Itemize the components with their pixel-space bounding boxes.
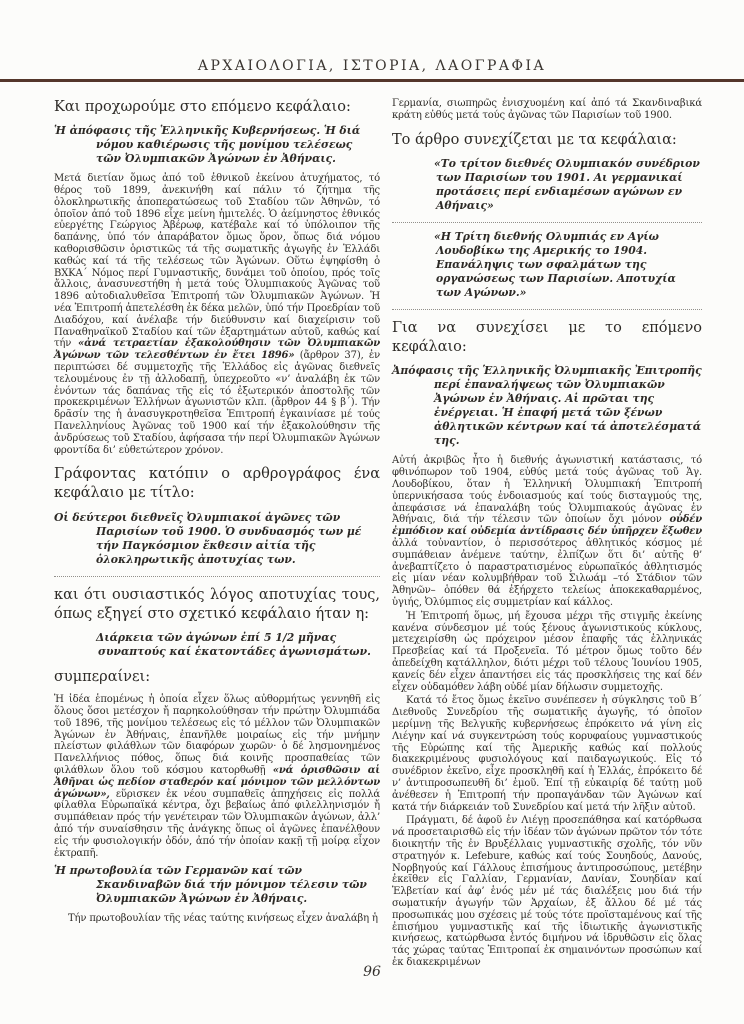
text-run: ἀλλά τοὐναντίον, ὁ περισσότερος ἀθλητικός κόσμος μέ συμπάθειαν ἀνέμενε ταύτην, ἐλπίζων ὅτι δι’ αὐτῆς θ’ ἀνεβαπτίζετο ὁ παραστρατισμένος εὐρωπαϊκός ἀθλητισμός εἰς μίαν νέαν κολυμβήθραν τοῦ Σιλωάμ –τό Στάδιον τῶν Ἀθηνῶν– ὁπόθεν θά ἐξήρχετο τελείως ἀποκεκαθαρμένος, ὑγιής, Ὀλύμπιος εἰς συμμετρίαν καί κάλλος. — [392, 538, 702, 608]
dotted-separator — [54, 574, 380, 577]
text-run: Πράγματι, δέ ἀφοῦ ἐν Λιέγῃ προσεπάθησα καί κατόρθωσα νά προσεταιρισθῶ εἰς τήν ἰδέαν τῶν ἀγώνων πρῶτον τόν τότε διοικητήν τῆς ἐν Βρυξέλλαις γυμναστικῆς σχολῆς, τόν νῦν στρατηγόν κ. Lefebure, καθώς καί τούς Σουηδούς, Δανούς, Νορβηγούς καί Γάλλους ἐπισήμους ἀντιπροσώπους, μετέβην ἐκεῖθεν εἰς Γαλλίαν, Γερμανίαν, Δανίαν, Σουηδίαν καί Ἑλβετίαν καί ἀφ’ ἑνός μέν μέ τάς διαλέξεις μου διά τήν σωματικήν ἀγωγήν τῶν Ἀρχαίων, ἐξ ἄλλου δέ μέ τάς προσωπικάς μου σχέσεις μέ τούς τότε προϊσταμένους καί τῆς ἐπισήμου γυμναστικῆς καί τῆς ἰδιωτικῆς ἀγωνιστικῆς κινήσεως, κατώρθωσα ἐντός διμήνου νά ἱδρυθῶσιν εἰς ὅλας τάς χώρας ταύτας Ἐπιτροπαί ἐκ σημαινόντων προσώπων καί ἐκ διακεκριμένων — [392, 815, 702, 968]
paragraph — [392, 611, 702, 694]
section-heading: συμπεραίνει: — [54, 669, 151, 686]
section-heading: και ότι ουσιαστικός λόγος αποτυχίας τους, όπως εξηγεί στο σχετικό κεφάλαιο ήταν η: — [54, 586, 380, 622]
text-run: Ἡ ἰδέα ἑπομένως ἡ ὁποία εἶχεν ὅλως αὐθορμήτως γεννηθῆ εἰς ὅλους ὅσοι μετέσχον ἤ παρηκολούθησαν τήν πρώτην Ὀλυμπιάδα τοῦ 1896, τῆς μονίμου τελέσεως εἰς τό μέλλον τῶν Ὀλυμπιακῶν Ἀγώνων ἐν Ἀθήναις, ἐπανῆλθε μοιραίως εἰς τήν μνήμην πλείστων φιλάθλων τῶν διαφόρων χωρῶν· ὁ δέ λησμονημένος Πανελλήνιος πόθος, ὅπως διά κοινῆς προσπαθείας τῶν φιλάθλων ὅλου τοῦ κόσμου κατορθωθῇ — [54, 694, 380, 776]
text-run: Μετά διετίαν ὅμως ἀπό τοῦ ἐθνικοῦ ἐκείνου ἀτυχήματος, τό θέρος τοῦ 1899, ἀνεκινήθη καί πάλιν τό ζήτημα τῆς ὁλοκληρωτικῆς ἀποπερατώσεως τοῦ Σταδίου τῶν Ἀθηνῶν, τό ὁποῖον ἀπό τοῦ 1896 εἶχε μείνη ἡμιτελές. Ὁ ἀείμνηστος ἐθνικός εὐεργέτης Γεώργιος Ἀβέρωφ, κατέβαλε καί τό ὑπόλοιπον τῆς δαπάνης, ὑπό τόν ἀπαράβατον ὅμως ὅρον, ὅπως διά νόμου καθορισθῶσιν ὁριστικῶς τά τῆς σωματικῆς ἀγωγῆς ἐν Ἑλλάδι καθώς καί τά τῆς τελέσεως τῶν Ἀγώνων. Οὕτω ἐψηφίσθη ὁ ΒΧΚΑ΄ Νόμος περί Γυμναστικῆς, δυνάμει τοῦ ὁποίου, πρός τοῖς ἄλλοις, ἀνασυνεστήθη ἡ μετά τούς Ὀλυμπιακούς Ἀγῶνας τοῦ 1896 αὐτοδιαλυθεῖσα Ἐπιτροπή τῶν Ὀλυμπιακῶν Ἀγώνων. Ἡ νέα Ἐπιτροπή ἀπετελέσθη ἐκ δέκα μελῶν, ὑπό τήν Προεδρίαν τοῦ Διαδόχου, καί ἀνέλαβε τήν διεύθυνσιν καί διαχείρισιν τοῦ Παναθηναϊκοῦ Σταδίου καί τῶν ἐξαρτημάτων αὐτοῦ, καθώς καί τήν — [54, 173, 380, 350]
chapter-title: Ἡ ἀπόφασις τῆς Ἑλληνικῆς Κυβερνήσεως. Ἡ διά νόμου καθιέρωσις τῆς μονίμου τελέσεως τῶν Ὀλυμπιακῶν Ἀγώνων ἐν Ἀθήναις. — [54, 124, 361, 166]
page-number: 96 — [363, 964, 381, 980]
section-heading: Και προχωρούμε στο επόμενο κεφάλαιο: — [54, 99, 351, 115]
chapter-title: Ἀπόφασις τῆς Ἑλληνικῆς Ὀλυμπιακῆς Ἐπιτροπῆς περί ἐπαναλήψεως τῶν Ὀλυμπιακῶν Ἀγώνων ἐν Ἀθήναις. Αἱ πρῶται της ἐνέργειαι. Ἡ ἐπαφή μετά τῶν ξένων ἀθλητικῶν κέντρων καί τά ἀποτελέσματά της. — [392, 364, 702, 448]
page-header-title: ΑΡΧΑΙΟΛΟΓΙΑ, ΙΣΤΟΡΙΑ, ΛΑΟΓΡΑΦΙΑ — [197, 58, 547, 74]
section-heading: Το άρθρο συνεχίζεται με τα κεφάλαια: — [392, 131, 677, 148]
right-column — [392, 98, 702, 971]
chapter-title: Οἱ δεύτεροι διεθνεῖς Ὀλυμπιακοί ἀγῶνες τῶν Παρισίων τοῦ 1900. Ὁ συνδυασμός των μέ τήν Παγκόσμιον ἔκθεσιν αἰτία τῆς ὁλοκληρωτικῆς ἀποτυχίας των. — [54, 510, 362, 566]
left-column — [54, 98, 380, 971]
paragraph — [392, 455, 702, 608]
paragraph — [54, 913, 380, 925]
paragraph — [392, 815, 702, 968]
paragraph — [54, 173, 380, 456]
paragraph — [392, 98, 702, 122]
section-heading: Για να συνεχίσει με το επόμενο κεφάλαιο: — [392, 320, 702, 356]
text-run: Κατά τό ἔτος ὅμως ἐκεῖνο συνέπεσεν ἡ σύγκλησις τοῦ Β΄ Διεθνοῦς Συνεδρίου τῆς σωματικῆς ἀγωγῆς, τό ὁποῖον μερίμνῃ τῆς Βελγικῆς κυβερνήσεως ἐπρόκειτο νά γίνη εἰς Λιέγην καί νά συγκεντρώση τούς κορυφαίους γυμναστικούς τῆς Εὐρώπης καί τῆς Ἀμερικῆς καθώς καί πολλούς διακεκριμένους φυσιολόγους καί παιδαγωγικούς. Εἰς τό συνέδριον ἐκεῖνο, εἶχε προσκληθῆ καί ἡ Ἑλλάς, ἐπρόκειτο δέ ν’ ἀντιπροσωπευθῆ δι’ ἐμοῦ. Ἐπί τῇ εὐκαιρίᾳ δέ ταύτῃ μοῦ ἀνέθεσεν ἡ Ἐπιτροπή τήν προπαγάνδαν τῶν Ἀγώνων καί κατά τήν διάρκειάν τοῦ Συνεδρίου καί μετά τήν λῆξιν αὐτοῦ. — [392, 695, 702, 813]
section-heading: Γράφοντας κατόπιν ο αρθρογράφος ένα κεφάλαιο με τίτλο: — [54, 466, 380, 502]
chapter-title: «Το τρίτον διεθνές Ολυμπιακόν συνέδριον των Παρισίων του 1901. Αι γερμανικαί προτάσεις περί ενδιαμέσων αγώνων εν Αθήναις» — [434, 156, 700, 212]
text-run: (ἄρθρον 37), ἐν περιπτώσει δέ συμμετοχῆς τῆς Ἑλλάδος εἰς ἀγῶνας διεθνεῖς τελουμένους ἐν τῇ ἀλλοδαπῇ, ὑπεχρεοῦτο «ν’ ἀναλάβη ἐκ τῶν ἐνόντων τάς δαπάνας τῆς εἰς τό ἐξωτερικόν ἀποστολῆς τῶν προκεκριμένων Ἑλλήνων ἀγωνιστῶν κλπ. (ἄρθρον 44 § β΄). Τήν δρᾶσίν της ἡ ἀνασυγκροτηθεῖσα Ἐπιτροπή ἐγκαινίασε μέ τούς Πανελληνίους Ἀγῶνας τοῦ 1900 καί τήν ἐξακολούθησιν τῆς ἀνδρύσεως τοῦ Σταδίου, ἀφήσασα τήν περί Ὀλυμπιακῶν Ἀγώνων φροντίδα δι’ εὐθετώτερον χρόνον. — [54, 350, 380, 456]
text-run: Αὐτή ἀκριβῶς ἦτο ἡ διεθνής ἀγωνιστική κατάστασις, τό φθινόπωρον τοῦ 1904, εὐθύς μετά τούς ἀγῶνας τοῦ Ἁγ. Λουδοβίκου, ὅταν ἡ Ἑλληνική Ὀλυμπιακή Ἐπιτροπή ὑπερνικήσασα τούς ἐνδοιασμούς καί τούς δισταγμούς της, ἀπεφάσισε νά ἐπαναλάβη τούς Ὀλυμπιακούς ἀγῶνας ἐν Ἀθήναις, διά τήν τέλεσιν τῶν ὁποίων ὄχι μόνον — [392, 455, 702, 526]
two-column-text — [0, 82, 744, 971]
emphasis-text: «νά ὁρισθῶσιν αἱ Ἀθῆναι ὡς πεδίον σταθερόν καί μόνιμον τῶν μελλόντων ἀγώνων», — [54, 764, 380, 800]
chapter-title: Ἡ πρωτοβουλία τῶν Γερμανῶν καί τῶν Σκανδιναβῶν διά τήν μόνιμον τέλεσιν τῶν Ὀλυμπιακῶν Ἀγώνων ἐν Ἀθήναις. — [54, 864, 367, 906]
emphasis-text: οὐδέν ἐμπόδιον καί οὐδεμία ἀντίδρασις δέν ὑπῆρχεν ἔξωθεν — [392, 514, 702, 538]
paragraph — [54, 694, 380, 859]
emphasis-text: «ἀνά τετραετίαν ἐξακολούθησιν τῶν Ὀλυμπιακῶν Ἀγώνων τῶν τελεσθέντων ἐν ἔτει 1896» — [54, 338, 380, 362]
chapter-title: «Η Τρίτη διεθνής Ολυμπιάς εν Αγίω Λουδοβίκω της Αμερικής το 1904. Επανάληψις των σφαλμάτων της οργανώσεως των Παρισίων. Αποτυχία των Αγώνων.» — [434, 229, 676, 299]
dotted-separator — [392, 307, 702, 310]
text-run: Γερμανία, σιωπηρῶς ἐνισχυομένη καί ἀπό τά Σκανδιναβικά κράτη εὐθύς μετά τούς ἀγῶνας τῶν Παρισίων τοῦ 1900. — [392, 98, 702, 121]
page-header — [0, 0, 744, 82]
page-footer — [0, 961, 744, 980]
text-run: Ἡ Ἐπιτροπή ὅμως, μή ἔχουσα μέχρι τῆς στιγμῆς ἐκείνης κανένα σύνδεσμον μέ τούς ξένους ἀγωνιστικούς κύκλους, μετεχειρίσθη ὡς πρόχειρον μέσον ἐπαφῆς τάς ἑλληνικάς Πρεσβείας καί τά Προξενεῖα. Τό μέτρον ὅμως τοῦτο δέν ἀπεδείχθη κατάλληλον, διότι μέχρι τοῦ τέλους Ἰουνίου 1905, κανείς δέν εἶχεν ἀπαντήσει εἰς τάς προσκλήσεις της καί δέν εἶχεν οὐδαμόθεν λάβη οὐδέ μίαν δήλωσιν συμμετοχῆς. — [392, 610, 702, 693]
text-run: Τήν πρωτοβουλίαν τῆς νέας ταύτης κινήσεως εἶχεν ἀναλάβη ἡ — [68, 913, 378, 925]
chapter-title: Διάρκεια τῶν ἀγώνων ἐπί 5 1/2 μῆνας συναπτούς καί ἑκατοντάδες ἀγωνισμάτων. — [96, 630, 371, 658]
text-run: εὕρισκεν ἐκ νέου συμπαθεῖς ἀπηχήσεις εἰς πολλά φίλαθλα Εὐρωπαϊκά κέντρα, ὄχι βεβαίως ἀπό φιλελληνισμόν ἤ συμπάθειαν πρός τήν γενέτειραν τῶν Ὀλυμπιακῶν ἀγώνων, ἀλλ’ ἀπό τήν συναίσθησιν τῆς ἀνάγκης ὅπως οἱ ἀγῶνες ἐπανέλθουν εἰς τήν φυσιολογικήν ὁδόν, ἀπό τήν ὁποίαν κακῇ τῇ μοίρᾳ εἶχον ἐκτραπῆ. — [54, 788, 380, 859]
dotted-separator — [392, 220, 702, 223]
paragraph — [392, 695, 702, 813]
